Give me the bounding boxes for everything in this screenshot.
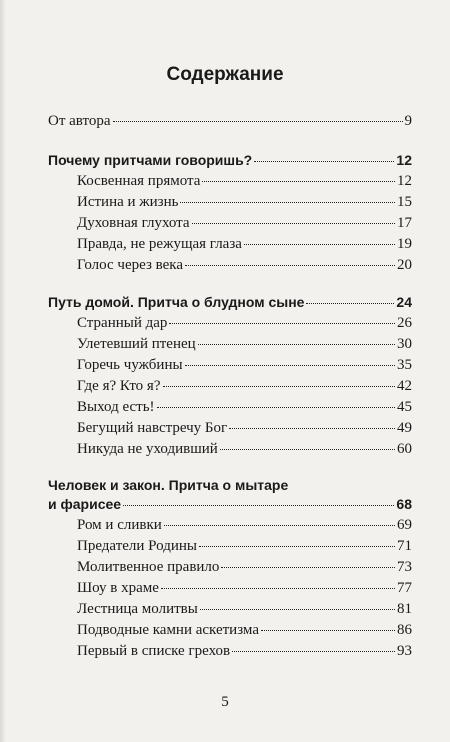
toc-entry-foreword[interactable] xyxy=(48,112,412,130)
toc-entry-page: 20 xyxy=(397,257,412,273)
toc-entry-page: 73 xyxy=(397,559,412,575)
dot-leader xyxy=(169,323,395,324)
toc-entry-page: 68 xyxy=(396,496,412,512)
toc-entry-title: Молитвенное правило xyxy=(77,559,220,575)
toc-entry-title: Ром и сливки xyxy=(77,517,162,533)
toc-entry-title: Предатели Родины xyxy=(77,538,197,554)
toc-entry-page: 12 xyxy=(397,173,412,189)
toc-entry-title: От автора xyxy=(48,113,111,129)
page-edge-shadow xyxy=(0,0,6,742)
toc-entry-title: Странный дар xyxy=(77,315,168,331)
dot-leader xyxy=(221,567,395,568)
toc-section-1[interactable] xyxy=(48,151,412,169)
dot-leader xyxy=(192,223,395,224)
toc-entry-page: 86 xyxy=(397,622,412,638)
toc-entry-page: 42 xyxy=(397,378,412,394)
toc-entry-page: 71 xyxy=(397,538,412,554)
dot-leader xyxy=(161,588,395,589)
toc-entry-title: Первый в списке грехов xyxy=(77,643,231,659)
toc-entry[interactable] xyxy=(77,419,412,437)
dot-leader xyxy=(229,428,395,429)
toc-entry[interactable] xyxy=(77,398,412,416)
toc-entry-page: 30 xyxy=(397,336,412,352)
toc-entry-page: 45 xyxy=(397,399,412,415)
dot-leader xyxy=(261,630,395,631)
toc-entry[interactable] xyxy=(77,256,412,274)
toc-entry-page: 12 xyxy=(396,152,412,168)
toc-entry[interactable] xyxy=(77,516,412,534)
page-number: 5 xyxy=(221,694,229,710)
toc-entry[interactable] xyxy=(77,642,412,660)
toc-entry[interactable] xyxy=(77,335,412,353)
toc-entry-title: Бегущий навстречу Бог xyxy=(77,420,228,436)
toc-entry-page: 17 xyxy=(397,215,412,231)
dot-leader xyxy=(199,546,395,547)
toc-entry-title: Лестница молитвы xyxy=(77,601,198,617)
toc-entry[interactable] xyxy=(77,558,412,576)
dot-leader xyxy=(202,181,395,182)
dot-leader xyxy=(200,609,395,610)
toc-entry-title: Голос через века xyxy=(77,257,184,273)
dot-leader xyxy=(232,651,395,652)
toc-entry-page: 81 xyxy=(397,601,412,617)
toc-entry-page: 93 xyxy=(397,643,412,659)
toc-entry-title: Истина и жизнь xyxy=(77,194,179,210)
dot-leader xyxy=(185,265,395,266)
dot-leader xyxy=(164,525,395,526)
toc-entry-page: 77 xyxy=(397,580,412,596)
dot-leader xyxy=(220,449,395,450)
toc-entry-page: 26 xyxy=(397,315,412,331)
toc-section-3[interactable] xyxy=(48,495,412,513)
toc-entry[interactable] xyxy=(77,314,412,332)
toc-entry[interactable] xyxy=(77,356,412,374)
dot-leader xyxy=(113,121,403,122)
toc-section-2[interactable] xyxy=(48,293,412,311)
dot-leader xyxy=(244,244,395,245)
toc-entry-title: Улетевший птенец xyxy=(77,336,196,352)
toc-entry-page: 35 xyxy=(397,357,412,373)
toc-entry[interactable] xyxy=(77,172,412,190)
toc-entry[interactable] xyxy=(77,600,412,618)
toc-entry[interactable] xyxy=(77,579,412,597)
toc-entry[interactable] xyxy=(77,440,412,458)
toc-entry-title: Где я? Кто я? xyxy=(77,378,161,394)
dot-leader xyxy=(254,161,394,162)
dot-leader xyxy=(198,344,395,345)
dot-leader xyxy=(180,202,395,203)
dot-leader xyxy=(185,365,395,366)
toc-entry[interactable] xyxy=(77,235,412,253)
toc-entry-page: 15 xyxy=(397,194,412,210)
toc-entry-title: Правда, не режущая глаза xyxy=(77,236,242,252)
page-title: Содержание xyxy=(166,64,284,85)
dot-leader xyxy=(163,386,396,387)
toc-entry[interactable] xyxy=(77,377,412,395)
toc-entry[interactable] xyxy=(77,621,412,639)
toc-section-title: Почему притчами говоришь? xyxy=(48,152,253,168)
toc-section-3-line-1[interactable]: Человек и закон. Притча о мытаре xyxy=(48,477,289,493)
toc-entry-page: 49 xyxy=(397,420,412,436)
toc-entry-title: Шоу в храме xyxy=(77,580,159,596)
dot-leader xyxy=(123,505,394,506)
toc-entry-page: 9 xyxy=(404,113,412,129)
toc-entry-page: 60 xyxy=(397,441,412,457)
toc-entry-page: 69 xyxy=(397,517,412,533)
toc-entry-title: Горечь чужбины xyxy=(77,357,183,373)
toc-section-title: и фарисее xyxy=(48,496,122,512)
toc-entry-title: Выход есть! xyxy=(77,399,155,415)
toc-entry-title: Подводные камни аскетизма xyxy=(77,622,259,638)
toc-entry[interactable] xyxy=(77,214,412,232)
toc-entry[interactable] xyxy=(77,193,412,211)
toc-entry-title: Косвенная прямота xyxy=(77,173,201,189)
dot-leader xyxy=(157,407,395,408)
toc-entry[interactable] xyxy=(77,537,412,555)
toc-entry-page: 19 xyxy=(397,236,412,252)
toc-section-title: Путь домой. Притча о блудном сыне xyxy=(48,294,305,310)
toc-entry-title: Духовная глухота xyxy=(77,215,190,231)
toc-entry-page: 24 xyxy=(396,294,412,310)
toc-entry-title: Никуда не уходивший xyxy=(77,441,218,457)
dot-leader xyxy=(306,303,394,304)
